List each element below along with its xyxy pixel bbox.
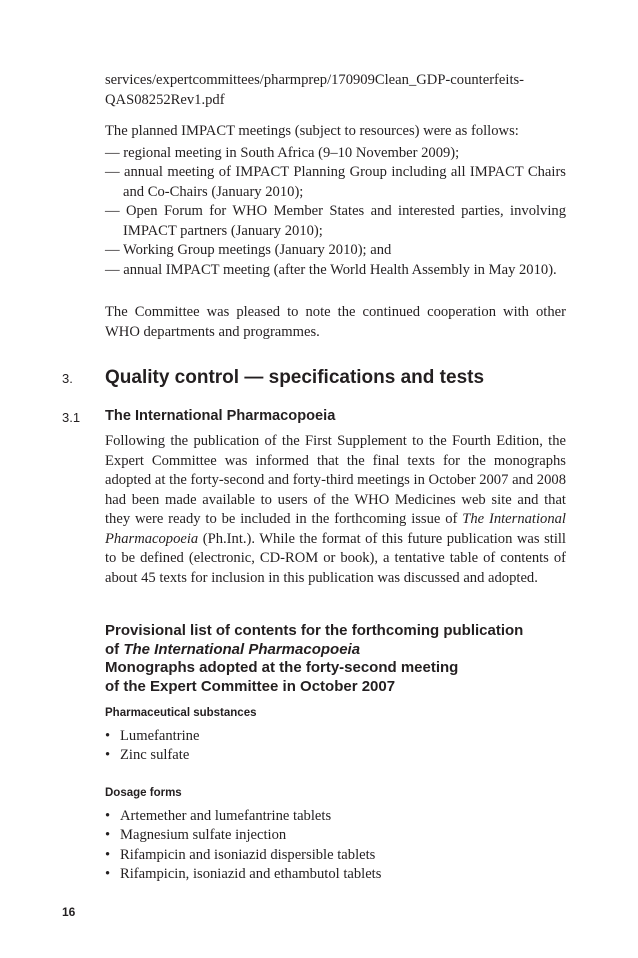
- url-line-2: QAS08252Rev1.pdf: [105, 91, 225, 108]
- pharmaceutical-substances-heading: Pharmaceutical substances: [105, 707, 257, 719]
- dosage-forms-heading: Dosage forms: [105, 787, 182, 799]
- pharmacopoeia-title-italic: The International Pharmacopoeia: [105, 511, 566, 547]
- list-item-text: Magnesium sulfate injection: [120, 827, 287, 844]
- url-continuation: [105, 71, 566, 110]
- provisional-heading-line-2: [105, 641, 566, 660]
- committee-paragraph: The Committee was pleased to note the continued cooperation with other WHO departments and programmes.: [105, 304, 566, 340]
- meeting-item: — annual IMPACT meeting (after the World Health Assembly in May 2010).: [105, 261, 557, 278]
- section-3-1-paragraph: [105, 432, 566, 588]
- section-3-number: 3.: [62, 371, 73, 386]
- url-line-1: services/expertcommittees/pharmprep/170909Clean_GDP-counterfeits-: [105, 72, 525, 88]
- page-number: 16: [62, 905, 76, 919]
- list-item-text: Rifampicin, isoniazid and ethambutol tablets: [120, 865, 382, 882]
- meeting-item: — Working Group meetings (January 2010); and: [105, 242, 392, 258]
- list-item: [105, 826, 566, 845]
- list-item: [105, 846, 566, 865]
- bullet-glyph: •: [105, 827, 111, 844]
- bullet-glyph: •: [105, 747, 111, 764]
- section-3-1-number: 3.1: [62, 410, 81, 425]
- provisional-heading-prefix: of: [105, 640, 124, 658]
- list-item: [105, 746, 566, 765]
- planned-meetings-intro: The planned IMPACT meetings (subject to resources) were as follows:: [105, 123, 519, 139]
- meeting-item: — annual meeting of IMPACT Planning Group including all IMPACT Chairs and Co-Chairs (January 2010);: [105, 164, 566, 200]
- list-item: [105, 865, 566, 884]
- provisional-heading-line-4: of the Expert Committee in October 2007: [105, 677, 396, 695]
- bullet-glyph: •: [105, 846, 111, 863]
- list-item: [105, 807, 566, 826]
- provisional-heading-line-3: Monographs adopted at the forty-second meeting: [105, 659, 459, 676]
- meeting-item: — Open Forum for WHO Member States and interested parties, involving IMPACT partners (January 2010);: [105, 203, 566, 239]
- committee-paragraph-block: [105, 303, 566, 342]
- dosage-forms-list-block: [105, 807, 566, 884]
- pharmaceutical-substances-list-block: [105, 727, 566, 766]
- section-3-1-paragraph-block: [105, 432, 566, 588]
- section-3-title: Quality control — specifications and tests: [105, 367, 485, 388]
- provisional-heading-italic: The International Pharmacopoeia: [123, 640, 361, 658]
- bullet-glyph: •: [105, 865, 111, 882]
- list-item-text: Artemether and lumefantrine tablets: [120, 808, 332, 824]
- paragraph-text-start: Following the publication of the First Supplement to the Fourth Edition, the Expert Committee was informed that the final texts for the monographs adopted at the forty-second and forty-third meetings in October 2007 and 2008 had been made available to users of the WHO Medicines web site and that they were ready to be included in the forthcoming issue of: [105, 433, 566, 527]
- list-item-text: Lumefantrine: [120, 728, 200, 744]
- section-3-1-title: The International Pharmacopoeia: [105, 408, 336, 424]
- list-item: [105, 727, 566, 746]
- bullet-glyph: •: [105, 808, 111, 824]
- provisional-list-heading: [105, 622, 566, 696]
- meeting-item: — regional meeting in South Africa (9–10 November 2009);: [105, 144, 460, 161]
- provisional-heading-line-1: Provisional list of contents for the forthcoming publication: [105, 622, 524, 639]
- planned-meetings-block: [105, 122, 566, 280]
- list-item-text: Rifampicin and isoniazid dispersible tablets: [120, 846, 376, 863]
- list-item-text: Zinc sulfate: [120, 747, 190, 764]
- paragraph-text-end: (Ph.Int.). While the format of this future publication was still to be defined (electronic, CD-ROM or book), a tentative table of contents of about 45 texts for inclusion in this publication was discussed and adopted.: [105, 530, 566, 586]
- bullet-glyph: •: [105, 728, 111, 744]
- pharmaceutical-substances-list: [105, 727, 566, 766]
- dosage-forms-list: [105, 807, 566, 884]
